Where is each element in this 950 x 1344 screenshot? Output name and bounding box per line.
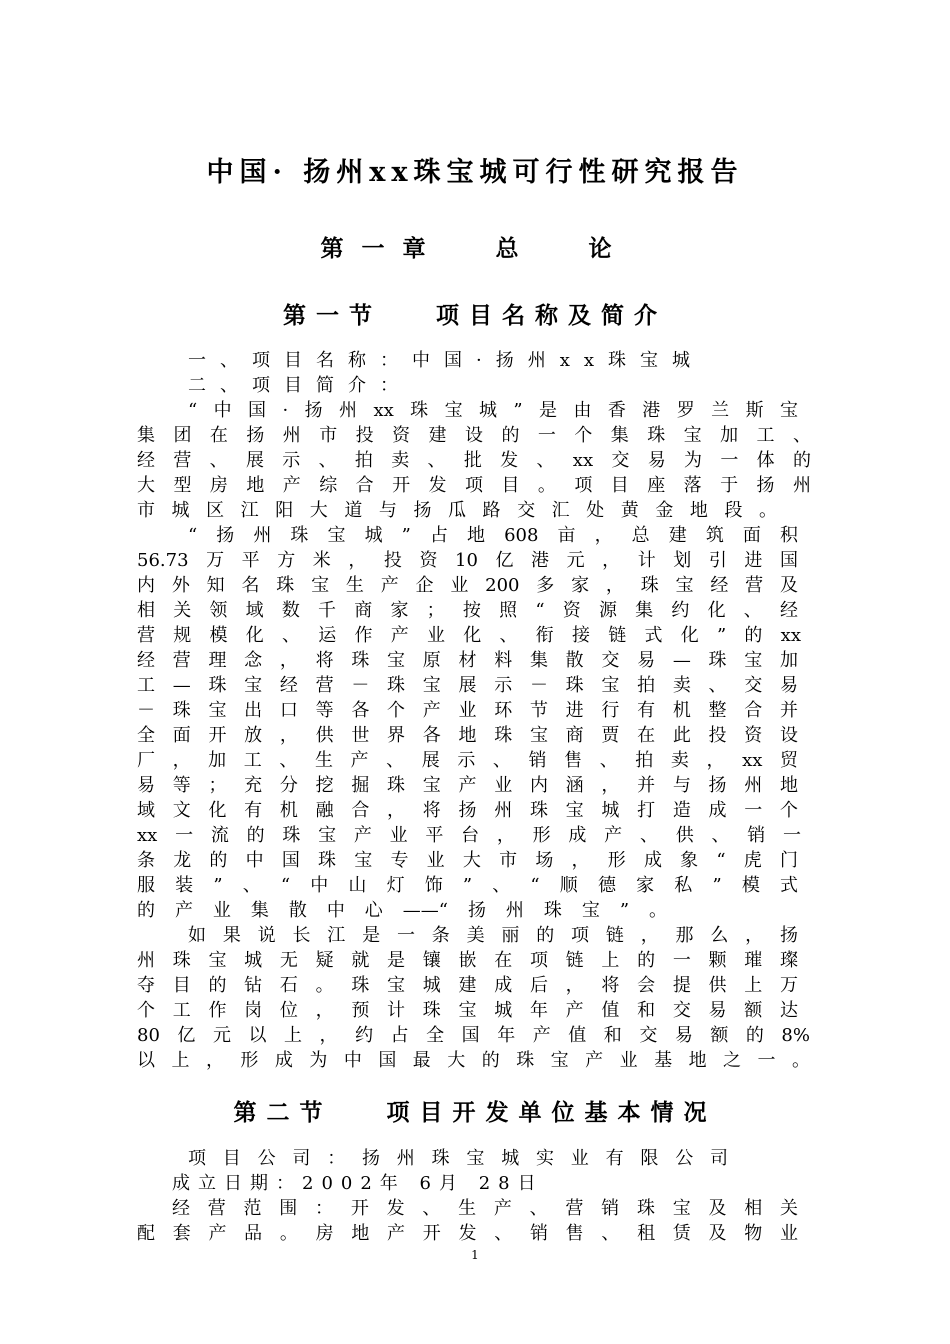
body-line: 经营、展示、拍卖、批发、xx交易为一体的	[137, 450, 811, 471]
body-line: xx一流的珠宝产业平台，形成产、供、销一	[137, 825, 801, 846]
body-line: 相关领域数千商家；按照“资源集约化、经	[137, 600, 798, 621]
body-line: 全面开放，供世界各地珠宝商贾在此投资设	[137, 725, 798, 746]
body-line: 服装”、“中山灯饰”、“顺德家私”模式	[137, 875, 798, 896]
body-line: 工—珠宝经营－珠宝展示－珠宝拍卖、交易	[137, 675, 798, 696]
body-line: 经营理念，将珠宝原材料集散交易—珠宝加	[137, 650, 798, 671]
body-line: “扬州珠宝城”占地608亩，总建筑面积	[188, 525, 798, 546]
chapter-heading: 第一章 总 论	[320, 235, 630, 262]
body-line: 内外知名珠宝生产企业200多家，珠宝经营及	[137, 575, 798, 596]
body-line: 条龙的中国珠宝专业大市场，形成象“虎门	[137, 850, 798, 871]
body-line: 经营范围：开发、生产、营销珠宝及相关	[172, 1198, 798, 1219]
body-line: 市城区江阳大道与扬瓜路交汇处黄金地段。	[137, 500, 777, 521]
body-line: 域文化有机融合，将扬州珠宝城打造成一个	[137, 800, 798, 821]
body-line: “中国·扬州xx珠宝城”是由香港罗兰斯宝	[188, 400, 798, 421]
section-heading-2: 第二节 项目开发单位基本情况	[233, 1099, 717, 1126]
body-line: 大型房地产综合开发项目。项目座落于扬州	[137, 475, 811, 496]
page-number: 1	[471, 1248, 479, 1262]
body-line: 一、项目名称：中国·扬州xx珠宝城	[188, 350, 705, 371]
section-heading-1: 第一节 项目名称及简介	[282, 302, 668, 329]
body-line: 个工作岗位，预计珠宝城年产值和交易额达	[137, 1000, 798, 1021]
body-line: 成立日期：2002年 6月 28日	[172, 1173, 544, 1194]
body-line: 56.73万平方米，投资10亿港元，计划引进国	[137, 550, 798, 571]
body-line: 夺目的钻石。珠宝城建成后，将会提供上万	[137, 975, 798, 996]
body-line: 易等；充分挖掘珠宝产业内涵，并与扬州地	[137, 775, 798, 796]
body-line: 州珠宝城无疑就是镶嵌在项链上的一颗璀璨	[137, 950, 798, 971]
body-line: 80亿元以上，约占全国年产值和交易额的8%	[137, 1025, 810, 1046]
body-line: 的产业集散中心——“扬州珠宝”。	[137, 900, 667, 921]
body-line: 营规模化、运作产业化、衔接链式化”的xx	[137, 625, 801, 646]
body-line: 以上，形成为中国最大的珠宝产业基地之一。	[137, 1050, 810, 1071]
body-line: 配套产品。房地产开发、销售、租赁及物业	[137, 1223, 798, 1244]
body-line: 项目公司：扬州珠宝城实业有限公司	[188, 1148, 728, 1169]
body-line: 厂，加工、生产、展示、销售、拍卖，xx贸	[137, 750, 798, 771]
body-line: 集团在扬州市投资建设的一个集珠宝加工、	[137, 425, 811, 446]
body-line: －珠宝出口等各个产业环节进行有机整合并	[137, 700, 798, 721]
document-title: 中国· 扬州xx珠宝城可行性研究报告	[206, 157, 744, 188]
body-line: 如果说长江是一条美丽的项链，那么，扬	[188, 925, 798, 946]
body-line: 二、项目简介：	[188, 375, 412, 396]
